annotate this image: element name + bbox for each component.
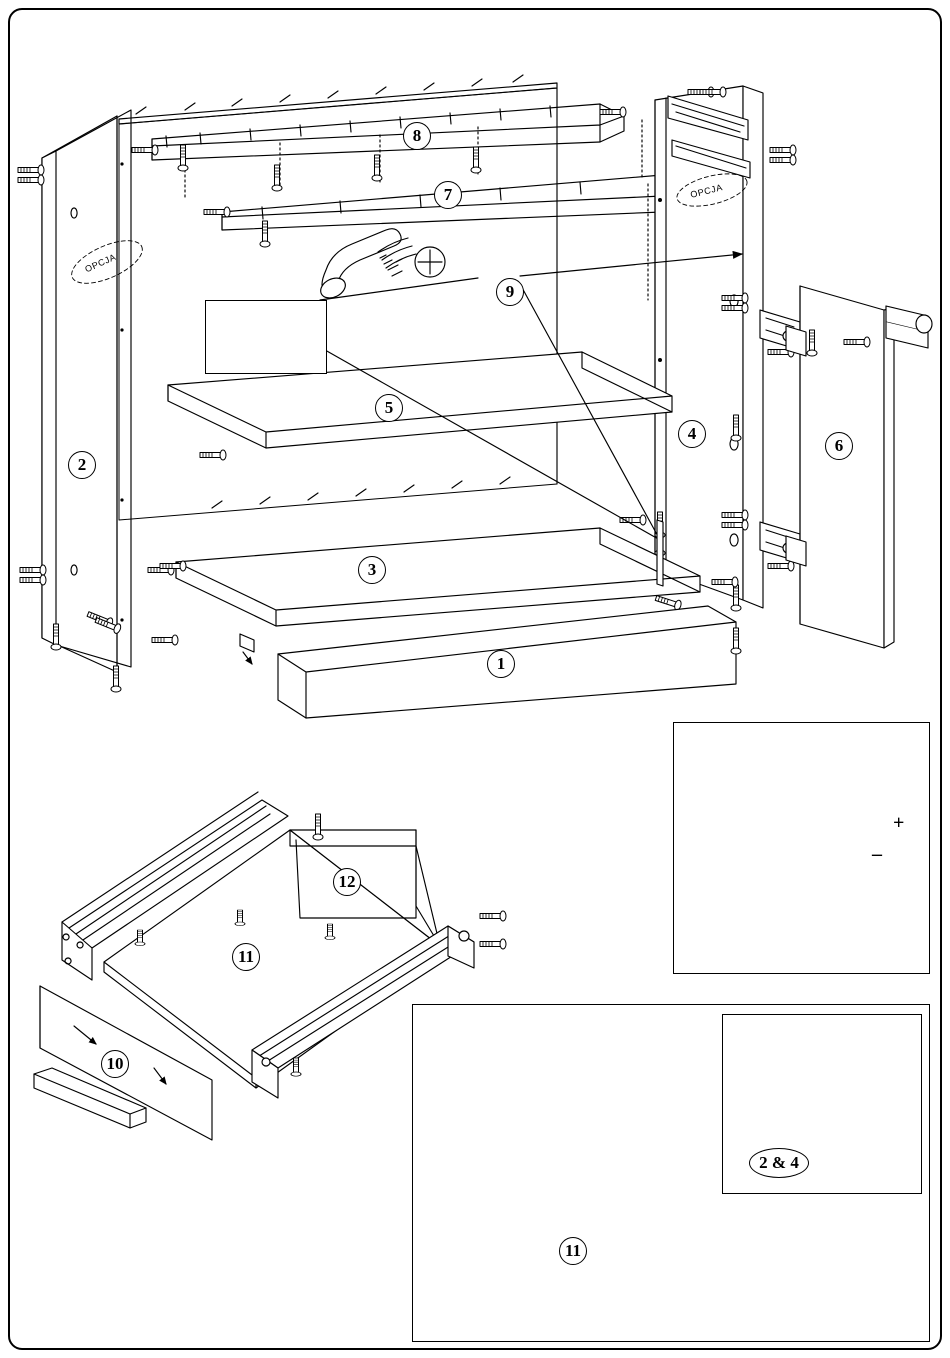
callout-8: 8 (403, 122, 431, 150)
callout-1: 1 (487, 650, 515, 678)
callout-12: 12 (333, 868, 361, 896)
callout-9: 9 (496, 278, 524, 306)
callout-11-bottom: 11 (559, 1237, 587, 1265)
opcja-label-right: OPCJA (689, 182, 724, 200)
callout-2-and-4: 2 & 4 (749, 1148, 809, 1178)
minus-sign: – (872, 843, 882, 865)
callout-6: 6 (825, 432, 853, 460)
hinge-adjustment-panel (673, 722, 930, 974)
callout-2: 2 (68, 451, 96, 479)
callout-7: 7 (434, 181, 462, 209)
opcja-label-left: OPCJA (83, 251, 118, 275)
callout-3: 3 (358, 556, 386, 584)
callout-5: 5 (375, 394, 403, 422)
callout-10: 10 (101, 1050, 129, 1078)
callout-4: 4 (678, 420, 706, 448)
drill-tool-inset (205, 300, 327, 374)
plus-sign: + (893, 812, 905, 834)
callout-11: 11 (232, 943, 260, 971)
